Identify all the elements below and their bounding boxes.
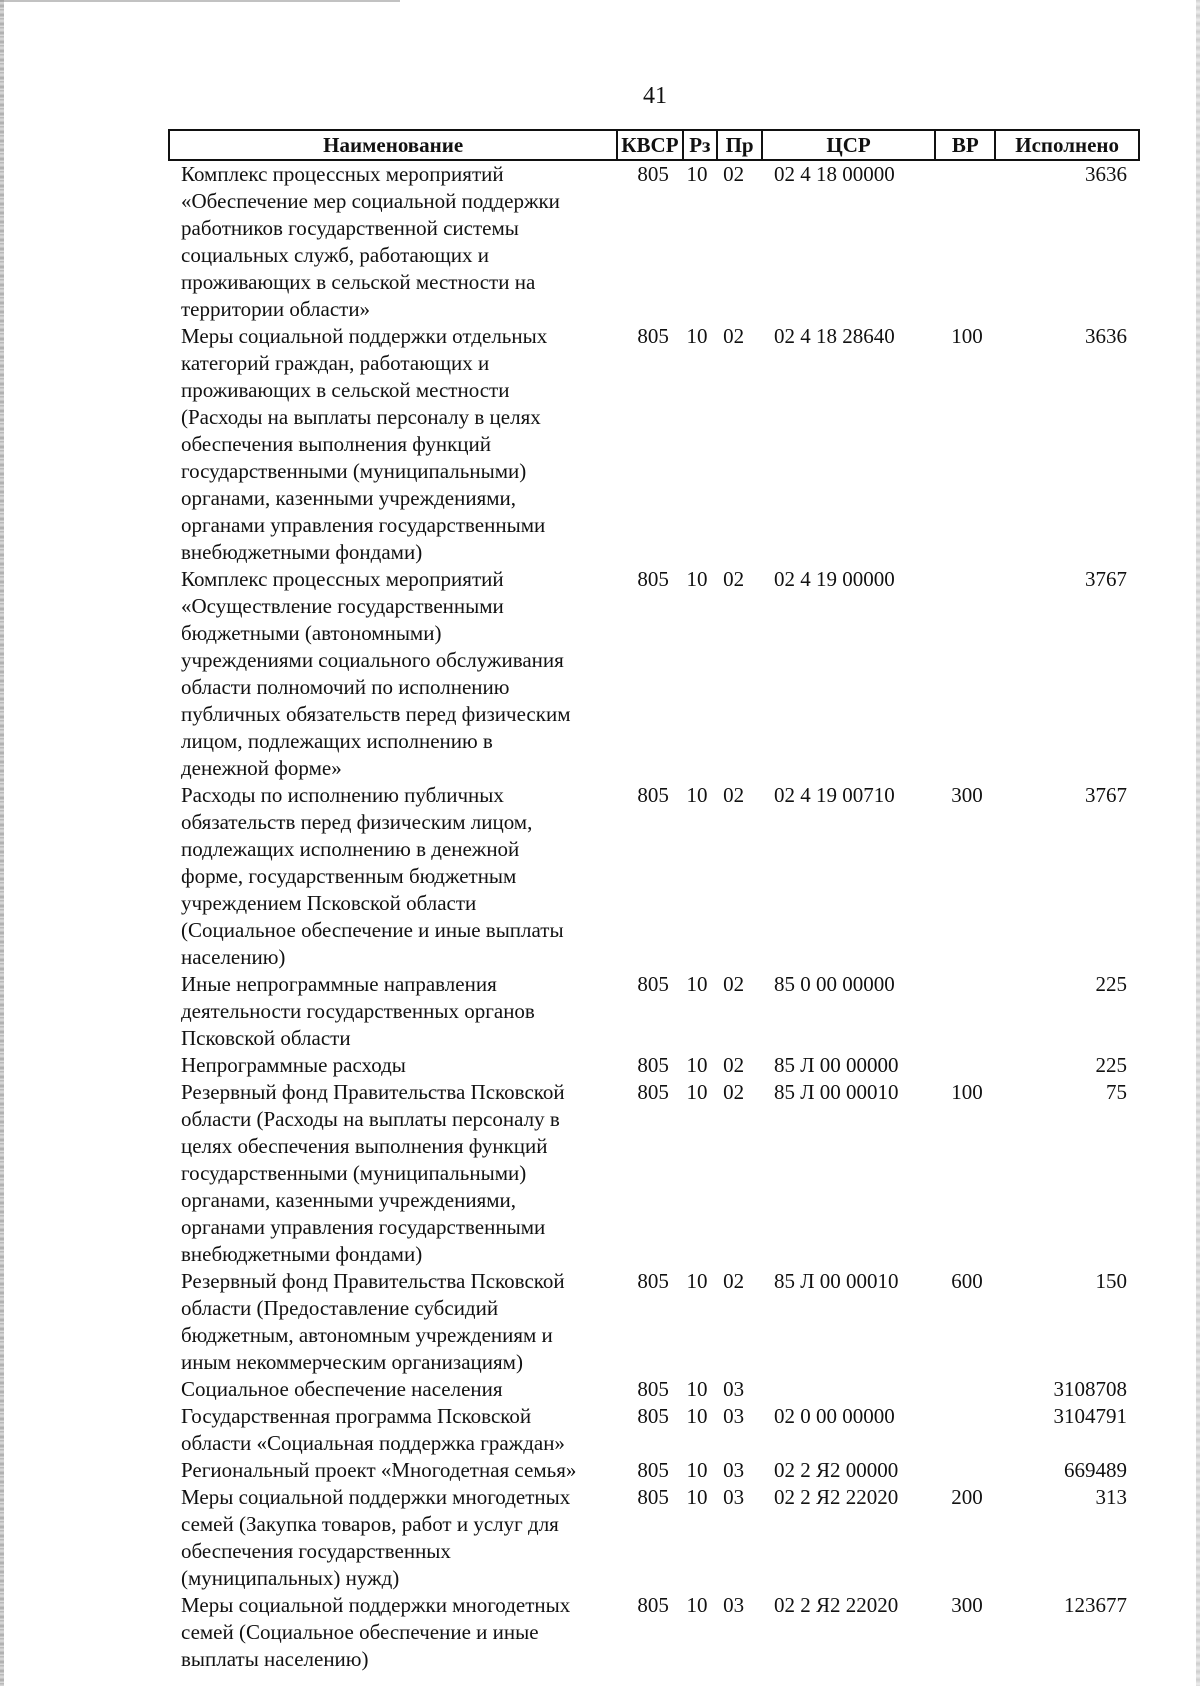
cell-name: Комплекс процессных мероприятий «Осуществление государственными бюджетными (автономными) учреждениями социального обслуживания области полномочий по исполнению публичных обязательств перед физическим лицом, подлежащих исполнению в денежной форме» — [181, 567, 571, 780]
table-row — [169, 971, 1139, 1052]
cell-rz: 10 — [686, 783, 708, 807]
cell-isp: 3636 — [1085, 162, 1127, 186]
cell-name: Меры социальной поддержки многодетных семей (Социальное обеспечение и иные выплаты населению) — [181, 1593, 571, 1671]
table-row — [169, 566, 1139, 782]
cell-csr: 02 4 18 28640 — [773, 324, 895, 348]
cell-isp: 3108708 — [1053, 1377, 1127, 1401]
cell-isp: 669489 — [1064, 1458, 1127, 1482]
scan-edge-left — [0, 0, 4, 1686]
cell-isp: 75 — [1106, 1080, 1127, 1104]
cell-name: Государственная программа Псковской области «Социальная поддержка граждан» — [181, 1404, 565, 1455]
cell-csr: 85 0 00 00000 — [773, 972, 895, 996]
cell-csr: 02 2 Я2 22020 — [773, 1485, 899, 1509]
table-row — [169, 1376, 1139, 1403]
cell-pr: 03 — [723, 1593, 745, 1617]
cell-vr — [935, 1403, 995, 1457]
cell-pr: 02 — [723, 972, 745, 996]
table-row — [169, 1457, 1139, 1484]
cell-kvsr: 805 — [637, 1485, 669, 1509]
cell-rz: 10 — [686, 324, 708, 348]
cell-isp: 225 — [1095, 972, 1127, 996]
cell-isp: 3104791 — [1053, 1404, 1127, 1428]
cell-kvsr: 805 — [637, 1404, 669, 1428]
cell-pr: 02 — [723, 1269, 745, 1293]
cell-csr: 02 4 19 00710 — [773, 783, 895, 807]
cell-vr: 200 — [951, 1485, 983, 1509]
column-header-isp: Исполнено — [995, 130, 1139, 160]
scan-edge-right — [1196, 0, 1200, 1686]
table-row — [169, 1052, 1139, 1079]
cell-kvsr: 805 — [637, 1593, 669, 1617]
cell-rz: 10 — [686, 1593, 708, 1617]
cell-rz: 10 — [686, 1080, 708, 1104]
table-row — [169, 160, 1139, 323]
cell-csr: 02 4 18 00000 — [773, 162, 895, 186]
cell-vr — [935, 971, 995, 1052]
cell-pr: 02 — [723, 1053, 745, 1077]
cell-name: Социальное обеспечение населения — [181, 1377, 503, 1401]
table-body — [169, 160, 1139, 1673]
cell-isp: 3636 — [1085, 324, 1127, 348]
column-header-rz: Рз — [683, 130, 718, 160]
cell-isp: 313 — [1095, 1485, 1127, 1509]
cell-vr — [935, 160, 995, 323]
column-header-csr: ЦСР — [762, 130, 935, 160]
cell-name: Расходы по исполнению публичных обязательств перед физическим лицом, подлежащих исполнению в денежной форме, государственным бюджетным учреждением Псковской области (Социальное обеспечение и иные выплаты населению) — [181, 783, 564, 969]
table-row — [169, 1268, 1139, 1376]
cell-name: Меры социальной поддержки отдельных категорий граждан, работающих и проживающих в сельской местности (Расходы на выплаты персоналу в целях обеспечения выполнения функций государственными (муниципальными) органами, казенными учреждениями, органами управления государственными внебюджетными фондами) — [181, 324, 548, 564]
cell-name: Резервный фонд Правительства Псковской области (Предоставление субсидий бюджетным, автономным учреждениям и иным некоммерческим организациям) — [181, 1269, 565, 1374]
cell-kvsr: 805 — [637, 1080, 669, 1104]
cell-isp: 150 — [1095, 1269, 1127, 1293]
cell-kvsr: 805 — [637, 972, 669, 996]
cell-rz: 10 — [686, 1458, 708, 1482]
table-header — [169, 130, 1139, 160]
budget-execution-table — [168, 129, 1140, 1673]
table-row — [169, 323, 1139, 566]
cell-pr: 02 — [723, 567, 745, 591]
cell-pr: 02 — [723, 1080, 745, 1104]
cell-vr: 600 — [951, 1269, 983, 1293]
header-row — [169, 130, 1139, 160]
scan-edge-top — [0, 0, 400, 2]
cell-kvsr: 805 — [637, 162, 669, 186]
cell-rz: 10 — [686, 162, 708, 186]
cell-vr: 300 — [951, 783, 983, 807]
cell-isp: 3767 — [1085, 567, 1127, 591]
cell-kvsr: 805 — [637, 783, 669, 807]
cell-rz: 10 — [686, 1053, 708, 1077]
cell-isp: 225 — [1095, 1053, 1127, 1077]
cell-rz: 10 — [686, 1485, 708, 1509]
cell-vr — [935, 1457, 995, 1484]
cell-pr: 03 — [723, 1377, 745, 1401]
table-row — [169, 1403, 1139, 1457]
cell-rz: 10 — [686, 1404, 708, 1428]
cell-kvsr: 805 — [637, 1458, 669, 1482]
cell-name: Иные непрограммные направления деятельности государственных органов Псковской области — [181, 972, 535, 1050]
cell-csr — [762, 1376, 935, 1403]
cell-vr — [935, 1376, 995, 1403]
cell-csr: 02 2 Я2 00000 — [773, 1458, 899, 1482]
cell-kvsr: 805 — [637, 1377, 669, 1401]
cell-csr: 02 2 Я2 22020 — [773, 1593, 899, 1617]
cell-rz: 10 — [686, 1269, 708, 1293]
cell-pr: 02 — [723, 783, 745, 807]
cell-vr: 100 — [951, 1080, 983, 1104]
column-header-vr: ВР — [935, 130, 995, 160]
page-number: 41 — [643, 83, 667, 109]
cell-vr — [935, 566, 995, 782]
column-header-kvsr: КВСР — [617, 130, 682, 160]
cell-pr: 02 — [723, 162, 745, 186]
table-row — [169, 1592, 1139, 1673]
cell-pr: 03 — [723, 1458, 745, 1482]
cell-name: Региональный проект «Многодетная семья» — [181, 1458, 577, 1482]
cell-csr: 85 Л 00 00010 — [773, 1269, 899, 1293]
cell-pr: 02 — [723, 324, 745, 348]
cell-rz: 10 — [686, 1377, 708, 1401]
cell-vr — [935, 1052, 995, 1079]
column-header-name: Наименование — [169, 130, 617, 160]
cell-csr: 85 Л 00 00000 — [773, 1053, 899, 1077]
table-row — [169, 1079, 1139, 1268]
cell-vr: 100 — [951, 324, 983, 348]
table-row — [169, 1484, 1139, 1592]
cell-name: Комплекс процессных мероприятий «Обеспечение мер социальной поддержки работников государственной системы социальных служб, работающих и проживающих в сельской местности на территории области» — [181, 162, 560, 321]
cell-csr: 02 0 00 00000 — [773, 1404, 895, 1428]
cell-name: Резервный фонд Правительства Псковской области (Расходы на выплаты персоналу в целях обеспечения выполнения функций государственными (муниципальными) органами, казенными учреждениями, органами управления государственными внебюджетными фондами) — [181, 1080, 565, 1266]
cell-csr: 85 Л 00 00010 — [773, 1080, 899, 1104]
cell-pr: 03 — [723, 1404, 745, 1428]
cell-kvsr: 805 — [637, 1269, 669, 1293]
cell-csr: 02 4 19 00000 — [773, 567, 895, 591]
cell-isp: 123677 — [1064, 1593, 1127, 1617]
table-row — [169, 782, 1139, 971]
cell-name: Непрограммные расходы — [181, 1053, 406, 1077]
cell-kvsr: 805 — [637, 324, 669, 348]
cell-rz: 10 — [686, 567, 708, 591]
cell-isp: 3767 — [1085, 783, 1127, 807]
cell-kvsr: 805 — [637, 567, 669, 591]
cell-vr: 300 — [951, 1593, 983, 1617]
cell-rz: 10 — [686, 972, 708, 996]
cell-name: Меры социальной поддержки многодетных семей (Закупка товаров, работ и услуг для обеспечения государственных (муниципальных) нужд) — [181, 1485, 571, 1590]
cell-pr: 03 — [723, 1485, 745, 1509]
cell-kvsr: 805 — [637, 1053, 669, 1077]
column-header-pr: Пр — [717, 130, 762, 160]
